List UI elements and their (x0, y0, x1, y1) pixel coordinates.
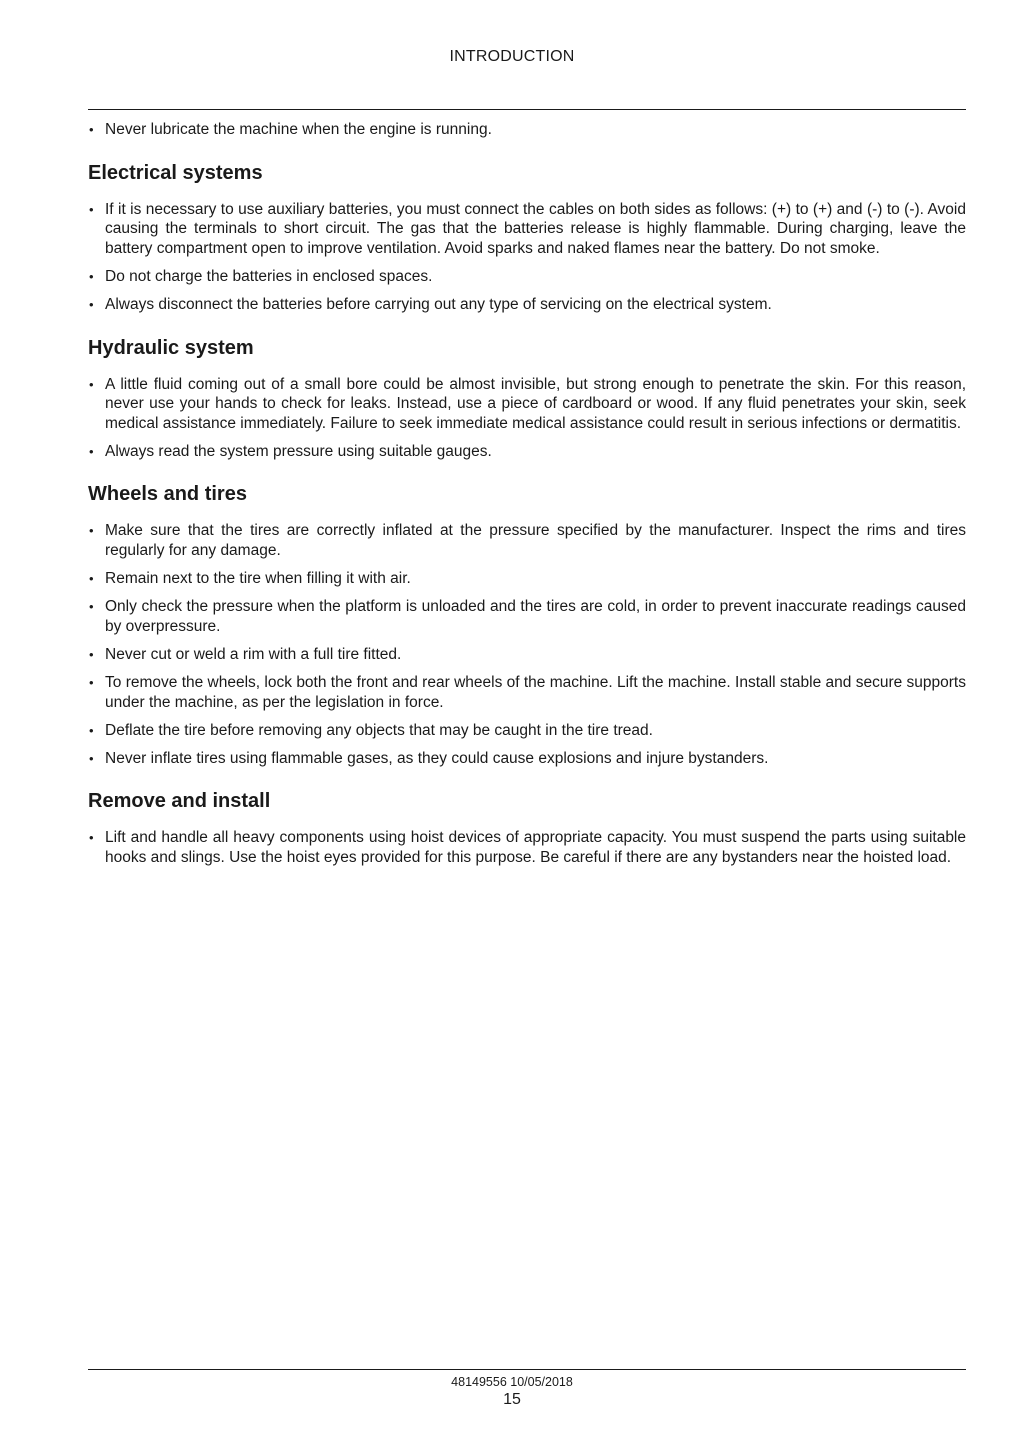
section-hydraulic-system (88, 336, 966, 462)
section-heading: Wheels and tires (88, 483, 247, 506)
section-remove-and-install (88, 789, 966, 867)
running-header: INTRODUCTION (449, 48, 575, 65)
section-electrical-systems (88, 161, 966, 315)
list-item: • Never inflate tires using flammable gases, as they could cause explosions and injure bystanders. (88, 749, 966, 769)
list-item: • Never lubricate the machine when the engine is running. (88, 120, 966, 140)
section-wheels-and-tires (88, 482, 966, 768)
bullet-list (88, 200, 966, 315)
section-heading: Electrical systems (88, 161, 263, 184)
list-item: • Lift and handle all heavy components using hoist devices of appropriate capacity. You must suspend the parts using suitable hooks and slings. Use the hoist eyes provided for this purpose. Be careful if there are any bystanders near the hoisted load. (88, 828, 966, 867)
list-item: • Make sure that the tires are correctly inflated at the pressure specified by the manufacturer. Inspect the rims and tires regularly for any damage. (88, 521, 966, 560)
list-item: • Remain next to the tire when filling it with air. (88, 569, 966, 589)
bullet-list (88, 828, 966, 867)
bullet-list (88, 521, 966, 768)
section-heading: Remove and install (88, 790, 271, 813)
list-item: • A little fluid coming out of a small bore could be almost invisible, but strong enough to penetrate the skin. For this reason, never use your hands to check for leaks. Instead, use a piece of cardboard or wood. If any fluid penetrates your skin, seek medical assistance immediately. Failure to seek immediate medical assistance could result in serious infections or dermatitis. (88, 375, 966, 434)
page-number: 15 (503, 1391, 521, 1408)
bullet-list (88, 375, 966, 462)
page-content (88, 120, 966, 876)
list-item: • Always disconnect the batteries before carrying out any type of servicing on the electrical system. (88, 295, 966, 315)
footer-rule (88, 1369, 966, 1370)
section-heading: Hydraulic system (88, 336, 254, 359)
list-item: • Deflate the tire before removing any objects that may be caught in the tire tread. (88, 721, 966, 741)
list-item: • Never cut or weld a rim with a full tire fitted. (88, 645, 966, 665)
header-rule (88, 109, 966, 110)
list-item: • If it is necessary to use auxiliary batteries, you must connect the cables on both sides as follows: (+) to (+) and (-) to (-). Avoid causing the terminals to short circuit. The gas that the batteries release is highly flammable. During charging, leave the battery compartment open to improve ventilation. Avoid sparks and naked flames near the battery. Do not smoke. (88, 200, 966, 259)
list-item: • Only check the pressure when the platform is unloaded and the tires are cold, in order to prevent inaccurate readings caused by overpressure. (88, 597, 966, 636)
list-item: • Always read the system pressure using suitable gauges. (88, 442, 966, 462)
list-item: • To remove the wheels, lock both the front and rear wheels of the machine. Lift the machine. Install stable and secure supports under the machine, as per the legislation in force. (88, 673, 966, 712)
document-reference: 48149556 10/05/2018 (451, 1375, 573, 1389)
list-item: • Do not charge the batteries in enclosed spaces. (88, 267, 966, 287)
intro-list (88, 120, 966, 140)
